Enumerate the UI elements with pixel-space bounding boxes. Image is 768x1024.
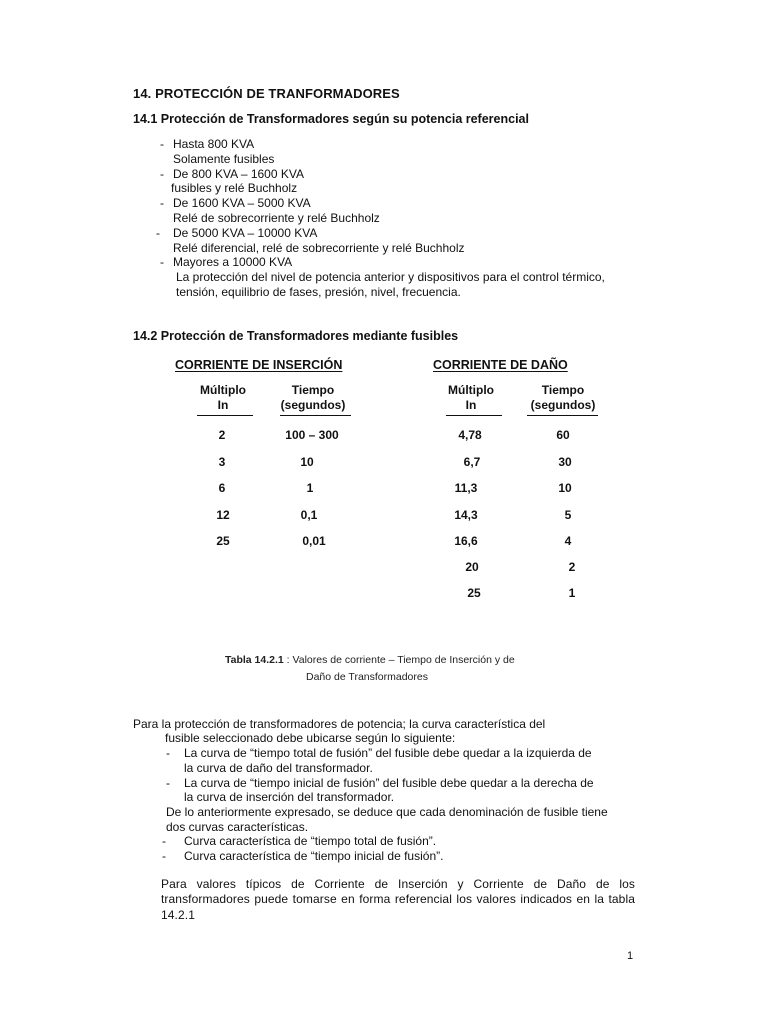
list-item: - De 800 KVA – 1600 KVA fusibles y relé Buchholz bbox=[160, 167, 605, 197]
table-cell: 25 bbox=[216, 534, 230, 548]
table-cell: 100 – 300 bbox=[285, 428, 339, 442]
list-item-desc: Relé de sobrecorriente y relé Buchholz bbox=[173, 210, 380, 225]
body-rule-2-text: La curva de “tiempo inicial de fusión” del fusible debe quedar a la derecha de bbox=[184, 776, 594, 790]
power-protection-list bbox=[156, 137, 605, 300]
body-deduce-line2: dos curvas características. bbox=[166, 820, 309, 834]
list-item-range: Mayores a 10000 KVA bbox=[173, 255, 293, 270]
col-label: Tiempo bbox=[291, 383, 335, 397]
col-label: (segundos) bbox=[530, 398, 596, 412]
table-cell: 6,7 bbox=[463, 455, 481, 469]
list-item: - De 1600 KVA – 5000 KVA Relé de sobrecorriente y relé Buchholz bbox=[160, 196, 605, 226]
table-cell: 11,3 bbox=[454, 481, 478, 495]
table-cell: 25 bbox=[467, 586, 481, 600]
body-rule-1-text: La curva de “tiempo total de fusión” del fusible debe quedar a la izquierda de bbox=[184, 746, 592, 760]
list-item-range: Hasta 800 KVA bbox=[173, 137, 255, 151]
col-label: Múltiplo bbox=[200, 383, 246, 397]
table-cell: 14,3 bbox=[454, 508, 478, 522]
insercion-col-tiempo bbox=[274, 383, 352, 413]
table-cell: 10 bbox=[300, 455, 314, 469]
col-label: Tiempo bbox=[541, 383, 585, 397]
table-cell: 10 bbox=[558, 481, 572, 495]
list-item-range: De 800 KVA – 1600 KVA bbox=[173, 166, 304, 181]
insercion-col2-rule bbox=[280, 415, 351, 416]
table-cell: 2 bbox=[568, 560, 576, 574]
list-item-desc: Solamente fusibles bbox=[173, 151, 275, 166]
list-item: - Hasta 800 KVA Solamente fusibles bbox=[160, 137, 605, 167]
list-item-desc: Relé diferencial, relé de sobrecorriente y relé Buchholz bbox=[173, 240, 465, 255]
table-cell: 4 bbox=[564, 534, 572, 548]
list-item-desc: fusibles y relé Buchholz bbox=[171, 181, 298, 196]
table-cell: 5 bbox=[564, 508, 572, 522]
body-rule-1-cont: la curva de daño del transformador. bbox=[184, 761, 373, 775]
table-cell: 20 bbox=[465, 560, 479, 574]
table-cell: 16,6 bbox=[454, 534, 478, 548]
list-item-desc-cont: tensión, equilibrio de fases, presión, nivel, frecuencia. bbox=[176, 284, 461, 299]
table-caption-text: : Valores de corriente – Tiempo de Inserción y de bbox=[283, 654, 515, 666]
body-intro-line1: Para la protección de transformadores de potencia; la curva característica del bbox=[133, 717, 546, 731]
table-cell: 12 bbox=[216, 508, 230, 522]
body-rule-1: - La curva de “tiempo total de fusión” del fusible debe quedar a la izquierda de bbox=[166, 746, 592, 760]
body-intro-line2: fusible seleccionado debe ubicarse según lo siguiente: bbox=[165, 731, 456, 745]
table-caption-cont: Daño de Transformadores bbox=[306, 671, 428, 683]
col-label: In bbox=[465, 398, 477, 412]
body-rule-2-cont: la curva de inserción del transformador. bbox=[184, 790, 395, 804]
dano-table-header: CORRIENTE DE DAÑO bbox=[433, 358, 568, 372]
list-item: - De 5000 KVA – 10000 KVA Relé diferencial, relé de sobrecorriente y relé Buchholz bbox=[160, 226, 605, 256]
list-item: - Mayores a 10000 KVA La protección del nivel de potencia anterior y dispositivos para el control térmico, tensión, equilibrio de fases, presión, nivel, frecuencia. bbox=[160, 255, 605, 299]
table-cell: 30 bbox=[558, 455, 572, 469]
dano-col-multiplo bbox=[444, 383, 498, 413]
insercion-col1-rule bbox=[197, 415, 253, 416]
table-cell: 0,01 bbox=[302, 534, 326, 548]
dano-col2-rule bbox=[527, 415, 598, 416]
body-deduce-line1: De lo anteriormente expresado, se deduce que cada denominación de fusible tiene bbox=[166, 805, 608, 819]
table-cell: 1 bbox=[568, 586, 576, 600]
table-cell: 3 bbox=[218, 455, 226, 469]
insercion-col-multiplo bbox=[196, 383, 250, 413]
table-cell: 4,78 bbox=[458, 428, 482, 442]
body-curve-1-text: Curva característica de “tiempo total de fusión”. bbox=[184, 834, 437, 848]
page-number: 1 bbox=[627, 950, 634, 962]
table-cell: 6 bbox=[218, 481, 226, 495]
table-cell: 60 bbox=[556, 428, 570, 442]
table-cell: 2 bbox=[218, 428, 226, 442]
list-item-range: De 1600 KVA – 5000 KVA bbox=[173, 196, 311, 211]
dano-col-tiempo bbox=[524, 383, 602, 413]
dano-col1-rule bbox=[446, 415, 502, 416]
body-rule-2: - La curva de “tiempo inicial de fusión” del fusible debe quedar a la derecha de bbox=[166, 776, 594, 790]
body-curve-2: - Curva característica de “tiempo inicial de fusión”. bbox=[162, 849, 444, 863]
body-curve-2-text: Curva característica de “tiempo inicial de fusión”. bbox=[184, 849, 444, 863]
insercion-table-header: CORRIENTE DE INSERCIÓN bbox=[175, 358, 343, 372]
list-item-desc: La protección del nivel de potencia anterior y dispositivos para el control térmico, bbox=[176, 270, 605, 285]
body-curve-1: - Curva característica de “tiempo total de fusión”. bbox=[162, 834, 437, 848]
col-label: (segundos) bbox=[280, 398, 346, 412]
table-cell: 0,1 bbox=[300, 508, 318, 522]
table-caption-label: Tabla 14.2.1 bbox=[225, 654, 284, 666]
table-caption bbox=[225, 654, 515, 666]
list-item-range: De 5000 KVA – 10000 KVA bbox=[173, 225, 318, 240]
section-2-title: 14.2 Protección de Transformadores mediante fusibles bbox=[133, 329, 459, 343]
chapter-heading: 14. PROTECCIÓN DE TRANFORMADORES bbox=[133, 86, 400, 101]
body-closing-paragraph: Para valores típicos de Corriente de Inserción y Corriente de Daño de los transformadores puede tomarse en forma referencial los valores indicados en la tabla 14.2.1 bbox=[161, 877, 635, 922]
col-label: In bbox=[217, 398, 229, 412]
table-cell: 1 bbox=[306, 481, 314, 495]
col-label: Múltiplo bbox=[448, 383, 494, 397]
section-1-title: 14.1 Protección de Transformadores según su potencia referencial bbox=[133, 112, 529, 126]
